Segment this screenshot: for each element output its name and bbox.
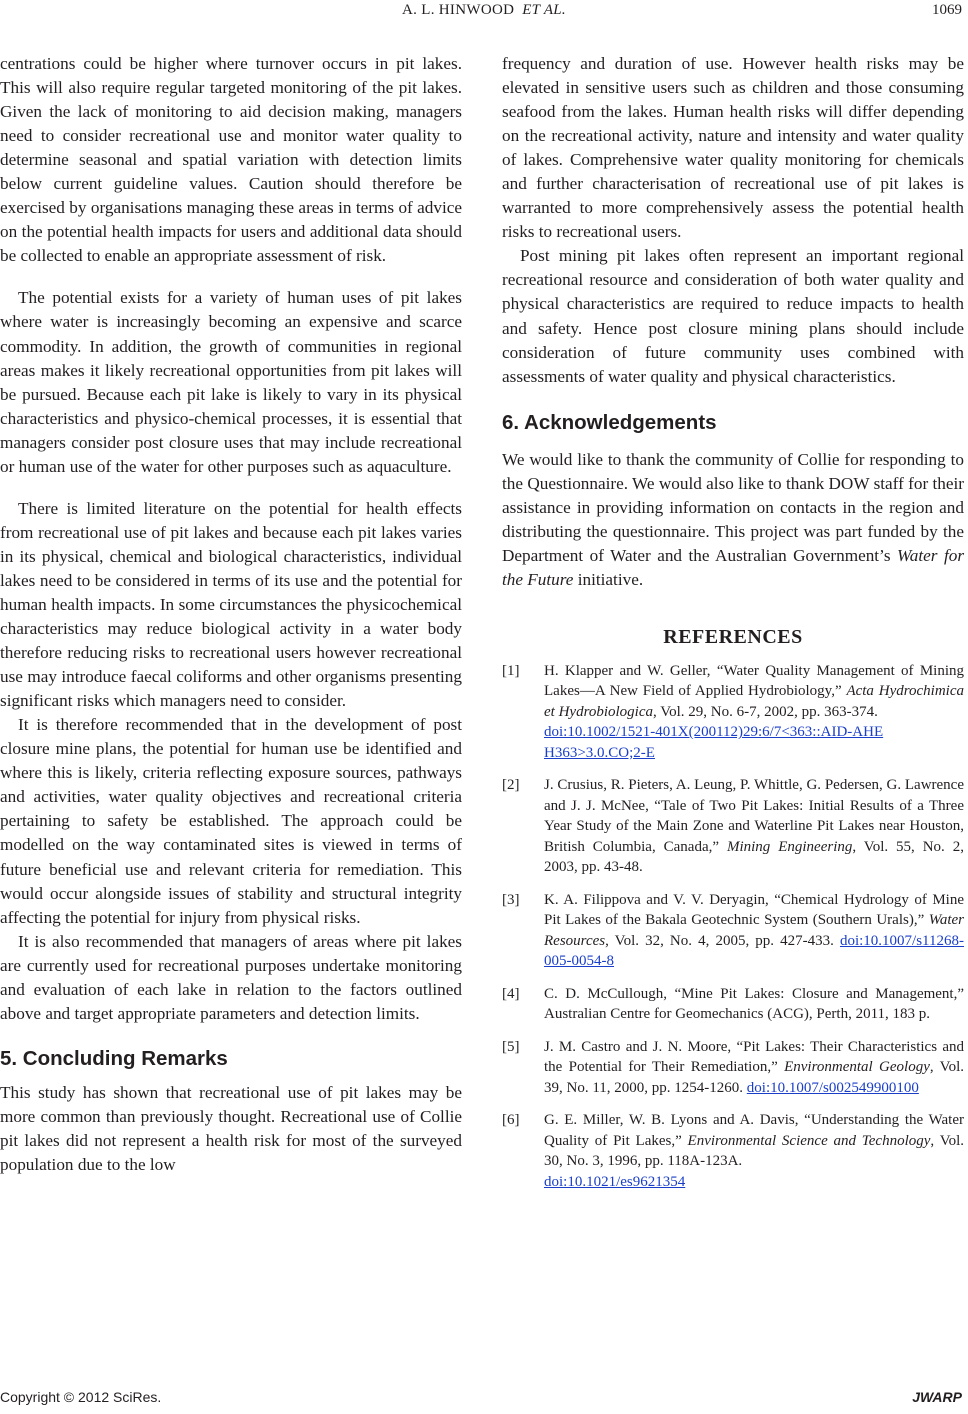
acknowledgements-text bbox=[502, 448, 964, 592]
reference-number: [1] bbox=[502, 662, 520, 679]
footer-journal: JWARP bbox=[912, 1389, 962, 1405]
reference-item bbox=[502, 775, 964, 878]
reference-journal: Acta Hydrochimica et Hydrobiologica bbox=[544, 683, 964, 720]
reference-item bbox=[502, 890, 964, 972]
reference-doi-link[interactable]: doi:10.1007/s11268-005-0054-8 bbox=[544, 932, 964, 970]
reference-authors-title: C. D. McCullough, “Mine Pit Lakes: Closure and Management,” Australian Centre for Geomechanics (ACG), Perth, 2011, 183 p. bbox=[544, 985, 964, 1023]
reference-text bbox=[544, 1110, 964, 1192]
reference-number: [2] bbox=[502, 777, 520, 794]
reference-doi-link[interactable]: doi:10.1021/es9621354 bbox=[544, 1173, 686, 1190]
reference-item bbox=[502, 1110, 964, 1192]
reference-journal: Environmental Geology bbox=[784, 1059, 930, 1076]
reference-doi-link[interactable]: doi:10.1002/1521-401X(200112)29:6/7<363::AID-AHE H363>3.0.CO;2-E bbox=[544, 724, 884, 761]
reference-details: , Vol. 30, No. 3, 1996, pp. 118A-123A. bbox=[544, 1132, 965, 1170]
running-head bbox=[0, 2, 968, 19]
running-head-authors: A. L. HINWOOD bbox=[402, 2, 515, 18]
paragraph: It is therefore recommended that in the development of post closure mine plans, the potential for human use be identified and where this is likely, criteria reflecting exposure sources, pathways and activities, water quality objectives and recreational criteria pertaining to safety be established. The approach could be modelled on the way contaminated sites is viewed in terms of future beneficial use and relevant criteria for remediation. This would occur alongside issues of stability and structural integrity affecting the potential for injury from physical risks. bbox=[0, 715, 462, 927]
reference-text bbox=[544, 890, 964, 972]
reference-text bbox=[544, 775, 964, 878]
paragraph: Post mining pit lakes often represent an important regional recreational resource and consideration of both water quality and physical characteristics are required to reduce impacts to health and safety. Hence post closure mining plans should include consideration of future community uses combined with assessments of water quality and physical characteristics. bbox=[502, 246, 964, 386]
reference-doi-link[interactable]: doi:10.1007/s002549900100 bbox=[746, 1079, 919, 1096]
reference-authors-title: K. A. Filippova and V. V. Deryagin, “Chemical Hydrology of Mine Pit Lakes of the Bakala Geotechnic System (Southern Urals),” bbox=[544, 891, 964, 929]
reference-details: , Vol. 39, No. 11, 2000, pp. 1254-1260. bbox=[544, 1059, 964, 1096]
right-column bbox=[502, 52, 964, 1192]
paragraph: The potential exists for a variety of human uses of pit lakes where water is increasingly becoming an expensive and scarce commodity. In addition, the growth of communities in regional areas makes it likely recreational opportunities from pit lakes will be pursued. Because each pit lake is likely to vary in its physical characteristics and physico-chemical processes, it is essential that managers consider post closure uses that may include recreational or human use of the water for other purposes such as aquaculture. bbox=[0, 288, 462, 476]
reference-text bbox=[544, 984, 964, 1025]
reference-number: [4] bbox=[502, 985, 520, 1002]
reference-authors-title: J. M. Castro and J. N. Moore, “Pit Lakes: Their Characteristics and the Potential for Their Remediation,” bbox=[544, 1038, 964, 1076]
footer-copyright: Copyright © 2012 SciRes. bbox=[0, 1389, 162, 1405]
reference-authors-title: H. Klapper and W. Geller, “Water Quality Management of Mining Lakes—A New Field of Applied Hydrobiology,” bbox=[544, 662, 964, 700]
page-header bbox=[0, 0, 968, 30]
reference-item bbox=[502, 1037, 964, 1099]
references-heading: REFERENCES bbox=[663, 625, 803, 648]
ack-program-name: Water for the Future bbox=[502, 545, 965, 589]
reference-number: [6] bbox=[502, 1112, 520, 1129]
reference-details: , Vol. 32, No. 4, 2005, pp. 427-433. bbox=[605, 932, 840, 949]
reference-text bbox=[544, 1037, 964, 1099]
paragraph: This study has shown that recreational use of pit lakes may be more common than previously thought. Recreational use of Collie pit lakes did not represent a health risk for most of the surveyed population due to the low bbox=[0, 1082, 462, 1174]
ack-text: We would like to thank the community of Collie for responding to the Questionnaire. We would also like to thank DOW staff for their assistance in providing information on contacts in the region and distributing the questionnaire. This project was part funded by the Department of Water and the Australian Government’s bbox=[502, 449, 964, 565]
reference-item bbox=[502, 661, 964, 764]
paragraph: centrations could be higher where turnover occurs in pit lakes. This will also require regular targeted monitoring of the pit lakes. Given the lack of monitoring to aid decision making, managers need to consider recreational use and monitor water quality to determine seasonal and spatial variation with detection limits below current guideline values. Caution should therefore be exercised by organisations managing these areas in terms of advice on the potential health impacts for users and additional data should be collected to enable an appropriate assessment of risk. bbox=[0, 54, 462, 266]
reference-details: , Vol. 29, No. 6-7, 2002, pp. 363-374. bbox=[653, 703, 878, 720]
reference-item bbox=[502, 984, 964, 1025]
section-heading-concluding-remarks: 5. Concluding Remarks bbox=[0, 1046, 228, 1070]
ack-text-end: initiative. bbox=[573, 569, 644, 589]
reference-number: [5] bbox=[502, 1038, 520, 1055]
reference-journal: Water Resources bbox=[544, 912, 964, 949]
section-heading-acknowledgements: 6. Acknowledgements bbox=[502, 410, 717, 434]
reference-number: [3] bbox=[502, 891, 520, 908]
left-column bbox=[0, 52, 462, 1177]
paragraph: frequency and duration of use. However health risks may be elevated in sensitive users such as children and those consuming seafood from the lakes. Human health risks will differ depending on the recreational activity, nature and intensity and water quality of lakes. Comprehensive water quality monitoring for chemicals and further characterisation of recreational use of pit lakes is warranted to more comprehensively assess the potential health risks to recreational users. bbox=[502, 54, 964, 242]
running-head-etal: ET AL. bbox=[522, 2, 566, 18]
reference-journal: Environmental Science and Technology bbox=[687, 1132, 931, 1149]
reference-text bbox=[544, 661, 964, 764]
reference-authors-title: J. Crusius, R. Pieters, A. Leung, P. Whittle, G. Pedersen, G. Lawrence and J. J. McNee, “Tale of Two Pit Lakes: Initial Results of a Three Year Study of the Main Zone and Waterline Pit Lakes near Houston, British Columbia, Canada,” bbox=[544, 777, 964, 855]
paragraph: It is also recommended that managers of areas where pit lakes are currently used for recreational purposes undertake monitoring and evaluation of each lake in relation to the factors outlined above and target appropriate parameters and detection limits. bbox=[0, 931, 462, 1023]
reference-journal: Mining Engineering bbox=[726, 838, 853, 855]
reference-authors-title: G. E. Miller, W. B. Lyons and A. Davis, “Understanding the Water Quality of Pit Lakes,” bbox=[544, 1112, 964, 1149]
reference-list bbox=[502, 661, 964, 1193]
reference-details: , Vol. 55, No. 2, 2003, pp. 43-48. bbox=[544, 838, 964, 876]
page-number: 1069 bbox=[932, 2, 962, 18]
paragraph: There is limited literature on the potential for health effects from recreational use of pit lakes and because each pit lakes varies in its physical, chemical and biological characteristics, individual lakes need to be considered in terms of its use and the potential for human health impacts. In some circumstances the physicochemical characteristics may reduce biological activity in a water body therefore reducing risks to recreational users however recreational use may introduce faecal coliforms and other organisms presenting significant risks which managers need to consider. bbox=[0, 498, 462, 711]
